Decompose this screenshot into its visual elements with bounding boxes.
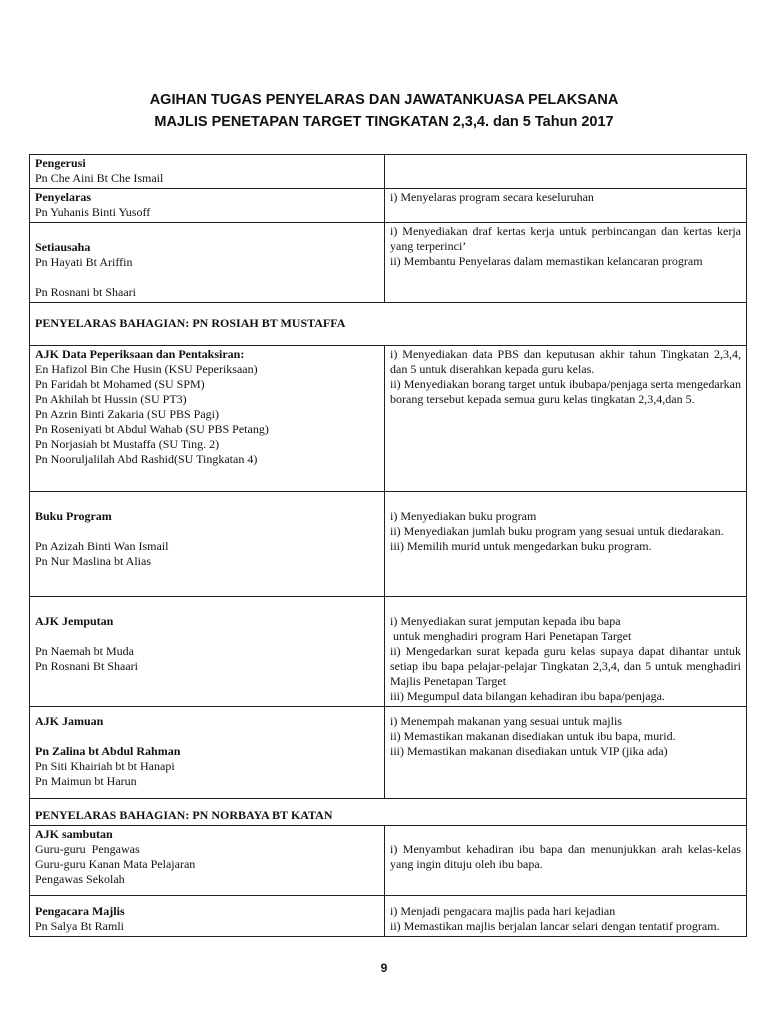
- duty-item: i) Menyediakan data PBS dan keputusan akhir tahun Tingkatan 2,3,4, dan 5 untuk diserahkan kepada guru kelas.: [390, 347, 741, 376]
- duty-item: ii) Menyediakan borang target untuk ibubapa/penjaga serta mengedarkan borang tersebut kepada semua guru kelas tingkatan 2,3,4,dan 5.: [390, 377, 741, 406]
- role-cell: [30, 223, 385, 303]
- duty-item: ii) Memastikan majlis berjalan lancar selari dengan tentatif program.: [390, 919, 720, 933]
- duty-item: iii) Memilih murid untuk mengedarkan buku program.: [390, 539, 652, 553]
- role-cell: [30, 896, 385, 937]
- member-name: Pn Zalina bt Abdul Rahman: [35, 744, 181, 758]
- spacer: [35, 270, 379, 285]
- duty-item: iii) Memastikan makanan disediakan untuk VIP (jika ada): [390, 744, 668, 758]
- role-cell: [30, 826, 385, 896]
- table-row: [30, 896, 747, 937]
- role-heading: Penyelaras: [35, 190, 91, 204]
- table-row: [30, 492, 747, 597]
- duty-item: ii) Menyediakan jumlah buku program yang sesuai untuk diedarakan.: [390, 524, 724, 538]
- member-name: Pn Rosnani Bt Shaari: [35, 659, 139, 673]
- table-row: [30, 223, 747, 303]
- role-cell: [30, 189, 385, 223]
- member-name: Pn Rosnani bt Shaari: [35, 285, 136, 299]
- document-title-line-2: MAJLIS PENETAPAN TARGET TINGKATAN 2,3,4. dan 5 Tahun 2017: [154, 114, 614, 130]
- spacer: [35, 629, 379, 644]
- duty-item: i) Menyediakan surat jemputan kepada ibu bapa: [390, 614, 621, 628]
- member-name: Pn Siti Khairiah bt bt Hanapi: [35, 759, 175, 773]
- role-cell: [30, 492, 385, 597]
- table-row: [30, 155, 747, 189]
- member-name: Pn Nooruljalilah Abd Rashid(SU Tingkatan 4): [35, 452, 258, 466]
- duty-item: i) Menyediakan draf kertas kerja untuk perbincangan dan kertas kerja yang terperinci’: [390, 224, 741, 253]
- role-heading: AJK Data Peperiksaan dan Pentaksiran:: [35, 347, 245, 361]
- document-title-line-1: AGIHAN TUGAS PENYELARAS DAN JAWATANKUASA PELAKSANA: [149, 92, 619, 108]
- spacer: [35, 524, 379, 539]
- member-name: Pn Akhilah bt Hussin (SU PT3): [35, 392, 187, 406]
- member-name: Pn Roseniyati bt Abdul Wahab (SU PBS Petang): [35, 422, 269, 436]
- table-row: [30, 707, 747, 799]
- duty-cell: [385, 155, 747, 189]
- duty-cell: [385, 189, 747, 223]
- duty-cell: [385, 896, 747, 937]
- role-heading: Pengerusi: [35, 156, 86, 170]
- member-name: Pn Azizah Binti Wan Ismail: [35, 539, 169, 553]
- duty-item: iii) Megumpul data bilangan kehadiran ibu bapa/penjaga.: [390, 689, 665, 703]
- table-row: [30, 189, 747, 223]
- spacer: [35, 729, 379, 744]
- section-row: [30, 799, 747, 826]
- role-heading: AJK sambutan: [35, 827, 113, 841]
- section-heading: PENYELARAS BAHAGIAN: PN ROSIAH BT MUSTAFFA: [30, 303, 747, 346]
- role-heading: AJK Jamuan: [35, 714, 104, 728]
- member-name: Pn Azrin Binti Zakaria (SU PBS Pagi): [35, 407, 219, 421]
- duty-cell: [385, 826, 747, 896]
- page-number: 9: [380, 961, 388, 975]
- member-name: Pn Salya Bt Ramli: [35, 919, 125, 933]
- role-heading: AJK Jemputan: [35, 614, 114, 628]
- member-name: Pn Maimun bt Harun: [35, 774, 137, 788]
- member-name: Pn Naemah bt Muda: [35, 644, 134, 658]
- duty-item: i) Menyelaras program secara keseluruhan: [390, 190, 594, 204]
- role-cell: [30, 597, 385, 707]
- duty-item: i) Menjadi pengacara majlis pada hari kejadian: [390, 904, 616, 918]
- member-name: En Hafizol Bin Che Husin (KSU Peperiksaan): [35, 362, 258, 376]
- duty-cell: [385, 597, 747, 707]
- duty-cell: [385, 492, 747, 597]
- committee-table: [29, 154, 747, 937]
- member-name: Pn Faridah bt Mohamed (SU SPM): [35, 377, 205, 391]
- member-name: Pn Che Aini Bt Che Ismail: [35, 171, 164, 185]
- duty-item: i) Menyambut kehadiran ibu bapa dan menunjukkan arah kelas-kelas yang ingin dituju oleh ibu bapa.: [390, 842, 741, 871]
- role-cell: [30, 707, 385, 799]
- table-row: [30, 597, 747, 707]
- duty-item: ii) Mengedarkan surat kepada guru kelas supaya dapat dihantar untuk setiap ibu bapa pelajar-pelajar Tingkatan 2,3,4, dan 5 untuk menghadiri Majlis Penetapan Target: [390, 644, 741, 688]
- role-heading: Setiausaha: [35, 240, 91, 254]
- member-name: Pn Hayati Bt Ariffin: [35, 255, 133, 269]
- duty-cell: [385, 223, 747, 303]
- role-cell: [30, 155, 385, 189]
- role-cell: [30, 346, 385, 492]
- member-name: Pn Norjasiah bt Mustaffa (SU Ting. 2): [35, 437, 220, 451]
- duty-item: i) Menyediakan buku program: [390, 509, 537, 523]
- member-name: Pn Nur Maslina bt Alias: [35, 554, 151, 568]
- spacer: [390, 827, 741, 842]
- duty-item: i) Menempah makanan yang sesuai untuk majlis: [390, 714, 622, 728]
- duty-item: untuk menghadiri program Hari Penetapan Target: [390, 629, 632, 643]
- member-name: Pengawas Sekolah: [35, 872, 125, 886]
- table-row: [30, 826, 747, 896]
- role-heading: Buku Program: [35, 509, 112, 523]
- duty-cell: [385, 707, 747, 799]
- section-row: [30, 303, 747, 346]
- duty-item: ii) Membantu Penyelaras dalam memastikan kelancaran program: [390, 254, 703, 268]
- member-name: Guru-guru Kanan Mata Pelajaran: [35, 857, 196, 871]
- duty-item: ii) Memastikan makanan disediakan untuk ibu bapa, murid.: [390, 729, 676, 743]
- duty-cell: [385, 346, 747, 492]
- role-heading: Pengacara Majlis: [35, 904, 125, 918]
- member-name: Pn Yuhanis Binti Yusoff: [35, 205, 151, 219]
- member-name: Guru-guru Pengawas: [35, 842, 140, 856]
- section-heading: PENYELARAS BAHAGIAN: PN NORBAYA BT KATAN: [30, 799, 747, 826]
- table-row: [30, 346, 747, 492]
